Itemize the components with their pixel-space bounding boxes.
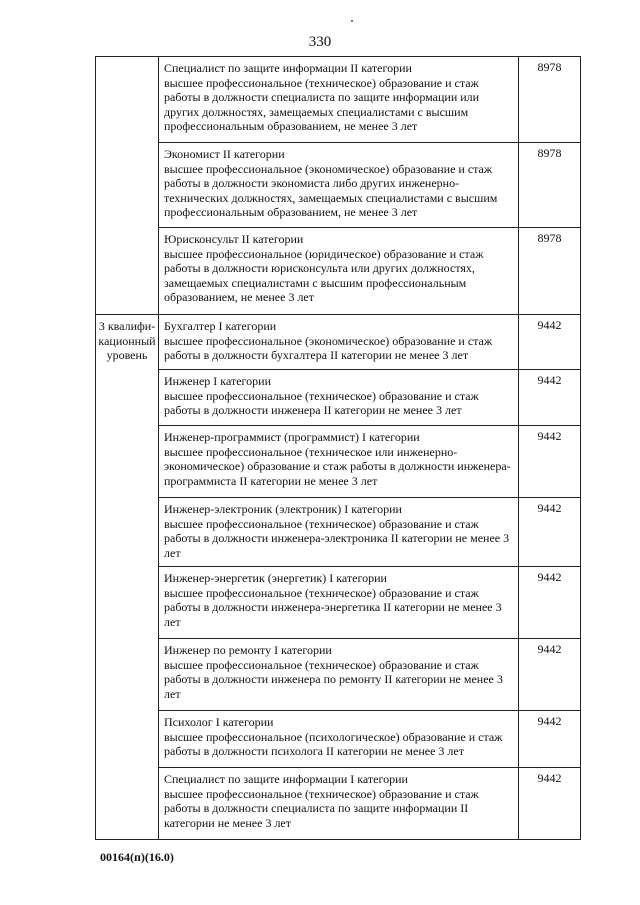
salary-cell: 9442 bbox=[519, 567, 581, 639]
position-cell bbox=[159, 426, 519, 498]
table-row bbox=[96, 639, 581, 711]
table-row bbox=[96, 57, 581, 143]
position-requirements: высшее профессиональное (экономическое) образование и стаж работы в должности бухгалтера II категории не менее 3 лет bbox=[164, 333, 493, 362]
table-row bbox=[96, 426, 581, 498]
position-cell bbox=[159, 315, 519, 370]
position-title: Инженер-энергетик (энергетик) I категории bbox=[164, 571, 387, 585]
salary-cell: 9442 bbox=[519, 498, 581, 567]
document-code: 00164(п)(16.0) bbox=[100, 850, 174, 864]
table-row bbox=[96, 498, 581, 567]
position-cell bbox=[159, 228, 519, 315]
salary-cell: 8978 bbox=[519, 143, 581, 228]
salary-cell: 8978 bbox=[519, 57, 581, 143]
salary-cell: 9442 bbox=[519, 768, 581, 840]
table-row bbox=[96, 567, 581, 639]
position-title: Специалист по защите информации I категории bbox=[164, 772, 408, 786]
salary-cell: 9442 bbox=[519, 639, 581, 711]
salary-cell: 9442 bbox=[519, 426, 581, 498]
position-cell bbox=[159, 639, 519, 711]
table-row bbox=[96, 228, 581, 315]
qualification-level-cell bbox=[96, 57, 159, 315]
position-cell bbox=[159, 143, 519, 228]
position-requirements: высшее профессиональное (техническое) образование и стаж работы в должности специалиста по защите информации или других должностях, замещаемых специалистами с высшим профессиональным образованием, не менее 3 лет bbox=[164, 75, 480, 133]
qualification-level-cell: 3 квалифи-кационный уровень bbox=[96, 315, 159, 840]
position-cell bbox=[159, 370, 519, 426]
position-title: Юрисконсульт II категории bbox=[164, 232, 304, 246]
position-title: Экономист II категории bbox=[164, 147, 285, 161]
position-cell bbox=[159, 567, 519, 639]
position-title: Инженер I категории bbox=[164, 374, 271, 388]
position-requirements: высшее профессиональное (техническое) образование и стаж работы в должности инженера по ремонту II категории не менее 3 лет bbox=[164, 657, 503, 701]
salary-cell: 8978 bbox=[519, 228, 581, 315]
position-cell bbox=[159, 768, 519, 840]
table-row bbox=[96, 315, 581, 370]
table-row bbox=[96, 370, 581, 426]
position-title: Инженер-программист (программист) I категории bbox=[164, 430, 420, 444]
position-cell bbox=[159, 711, 519, 768]
positions-table bbox=[95, 56, 581, 840]
position-cell bbox=[159, 57, 519, 143]
position-requirements: высшее профессиональное (техническое) образование и стаж работы в должности специалиста по защите информации II категории не менее 3 лет bbox=[164, 786, 479, 830]
table-row bbox=[96, 768, 581, 840]
position-requirements: высшее профессиональное (психологическое) образование и стаж работы в должности психолога II категории не менее 3 лет bbox=[164, 729, 503, 758]
position-requirements: высшее профессиональное (юридическое) образование и стаж работы в должности юрисконсульта или других должностях, замещаемых специалистами с высшим профессиональным образованием, не менее 3 лет bbox=[164, 246, 484, 304]
position-title: Инженер по ремонту I категории bbox=[164, 643, 332, 657]
table-row bbox=[96, 143, 581, 228]
position-requirements: высшее профессиональное (техническое) образование и стаж работы в должности инженера-электроника II категории не менее 3 лет bbox=[164, 516, 510, 560]
position-requirements: высшее профессиональное (техническое или инженерно-экономическое) образование и стаж работы в должности инженера-программиста II категории не менее 3 лет bbox=[164, 444, 511, 488]
position-title: Бухгалтер I категории bbox=[164, 319, 277, 333]
position-requirements: высшее профессиональное (техническое) образование и стаж работы в должности инженера II категории не менее 3 лет bbox=[164, 388, 479, 417]
salary-cell: 9442 bbox=[519, 370, 581, 426]
position-title: Инженер-электроник (электроник) I категории bbox=[164, 502, 402, 516]
position-requirements: высшее профессиональное (экономическое) образование и стаж работы в должности экономиста либо других инженерно-технических должностях, замещаемых специалистами с высшим профессиональным образованием, не менее 3 лет bbox=[164, 161, 498, 219]
position-requirements: высшее профессиональное (техническое) образование и стаж работы в должности инженера-энергетика II категории не менее 3 лет bbox=[164, 585, 502, 629]
salary-cell: 9442 bbox=[519, 711, 581, 768]
salary-cell: 9442 bbox=[519, 315, 581, 370]
position-title: Специалист по защите информации II категории bbox=[164, 61, 412, 75]
position-title: Психолог I категории bbox=[164, 715, 274, 729]
position-cell bbox=[159, 498, 519, 567]
table-row bbox=[96, 711, 581, 768]
page-number: 330 bbox=[308, 34, 332, 50]
scan-speck bbox=[351, 20, 353, 22]
